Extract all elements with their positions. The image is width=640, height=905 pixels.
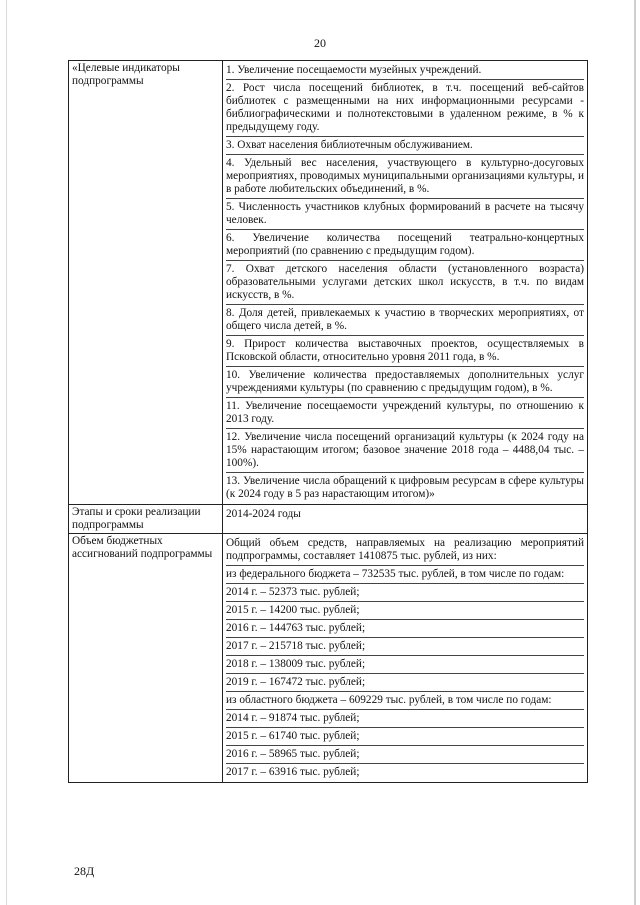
list-item: 2017 г. – 63916 тыс. рублей;	[226, 766, 360, 778]
scan-edge-right	[634, 0, 636, 905]
row-label	[69, 61, 223, 505]
list-item: из федерального бюджета – 732535 тыс. рублей, в том числе по годам:	[226, 566, 584, 584]
scan-edge-left	[6, 0, 7, 905]
table-row	[69, 534, 588, 783]
page-number: 20	[314, 36, 326, 50]
list-item: 4. Удельный вес населения, участвующего в культурно-досуговых мероприятиях, проводимых муниципальными организациями культуры, и в работе любительских объединений, в %.	[226, 155, 584, 199]
row-content	[223, 505, 588, 534]
row-label-text: «Целевые индикаторы подпрограммы	[72, 62, 180, 87]
list-item: 12. Увеличение числа посещений организаций культуры (к 2024 году на 15% нарастающим итогом; базовое значение 2018 года – 4488,04 тыс. – 100%).	[226, 429, 584, 473]
list-item: 2014 г. – 52373 тыс. рублей;	[226, 584, 584, 602]
list-item: 11. Увеличение посещаемости учреждений культуры, по отношению к 2013 году.	[226, 398, 584, 429]
row-label	[69, 505, 223, 534]
list-item: 6. Увеличение количества посещений театрально-концертных мероприятий (по сравнению с предыдущим годом).	[226, 230, 584, 261]
row-label	[69, 534, 223, 783]
list-item: 7. Охват детского населения области (установленного возраста) образовательными услугами детских школ искусств, в т.ч. по видам искусств, в %.	[226, 261, 584, 305]
list-item: 2017 г. – 215718 тыс. рублей;	[226, 638, 584, 656]
subprogram-passport-table	[68, 60, 588, 783]
row-label-text: Объем бюджетных ассигнований подпрограммы	[72, 535, 213, 560]
list-item: 2016 г. – 144763 тыс. рублей;	[226, 620, 584, 638]
footer-code: 28Д	[74, 864, 95, 878]
list-item: 5. Численность участников клубных формирований в расчете на тысячу человек.	[226, 199, 584, 230]
list-item: 13. Увеличение числа обращений к цифровым ресурсам в сфере культуры (к 2024 году в 5 раз нарастающим итогом)»	[226, 475, 584, 500]
row-content	[223, 61, 588, 505]
list-item: 2018 г. – 138009 тыс. рублей;	[226, 656, 584, 674]
table-row	[69, 505, 588, 534]
list-item: 2019 г. – 167472 тыс. рублей;	[226, 674, 584, 692]
list-item: 2. Рост числа посещений библиотек, в т.ч. посещений веб-сайтов библиотек с размещенными на них информационными ресурсами - библиографическими и полнотекстовыми в удаленном режиме, в % к предыдущему году.	[226, 80, 584, 137]
list-item: 1. Увеличение посещаемости музейных учреждений.	[226, 62, 584, 80]
list-item: 10. Увеличение количества предоставляемых дополнительных услуг учреждениями культуры (по сравнению с предыдущим годом), в %.	[226, 367, 584, 398]
row-content	[223, 534, 588, 783]
list-item: Общий объем средств, направляемых на реализацию мероприятий подпрограммы, составляет 1410875 тыс. рублей, из них:	[226, 535, 584, 566]
row-label-text: Этапы и сроки реализации подпрограммы	[72, 506, 201, 531]
list-item: 3. Охват населения библиотечным обслуживанием.	[226, 137, 584, 155]
table-row	[69, 61, 588, 505]
list-item: 9. Прирост количества выставочных проектов, осуществляемых в Псковской области, относительно уровня 2011 года, в %.	[226, 336, 584, 367]
list-item: из областного бюджета – 609229 тыс. рублей, в том числе по годам:	[226, 692, 584, 710]
list-item: 2015 г. – 61740 тыс. рублей;	[226, 728, 584, 746]
list-item: 2016 г. – 58965 тыс. рублей;	[226, 746, 584, 764]
list-item: 8. Доля детей, привлекаемых к участию в творческих мероприятиях, от общего числа детей, в %.	[226, 305, 584, 336]
list-item: 2014-2024 годы	[226, 508, 301, 520]
list-item: 2015 г. – 14200 тыс. рублей;	[226, 602, 584, 620]
list-item: 2014 г. – 91874 тыс. рублей;	[226, 710, 584, 728]
